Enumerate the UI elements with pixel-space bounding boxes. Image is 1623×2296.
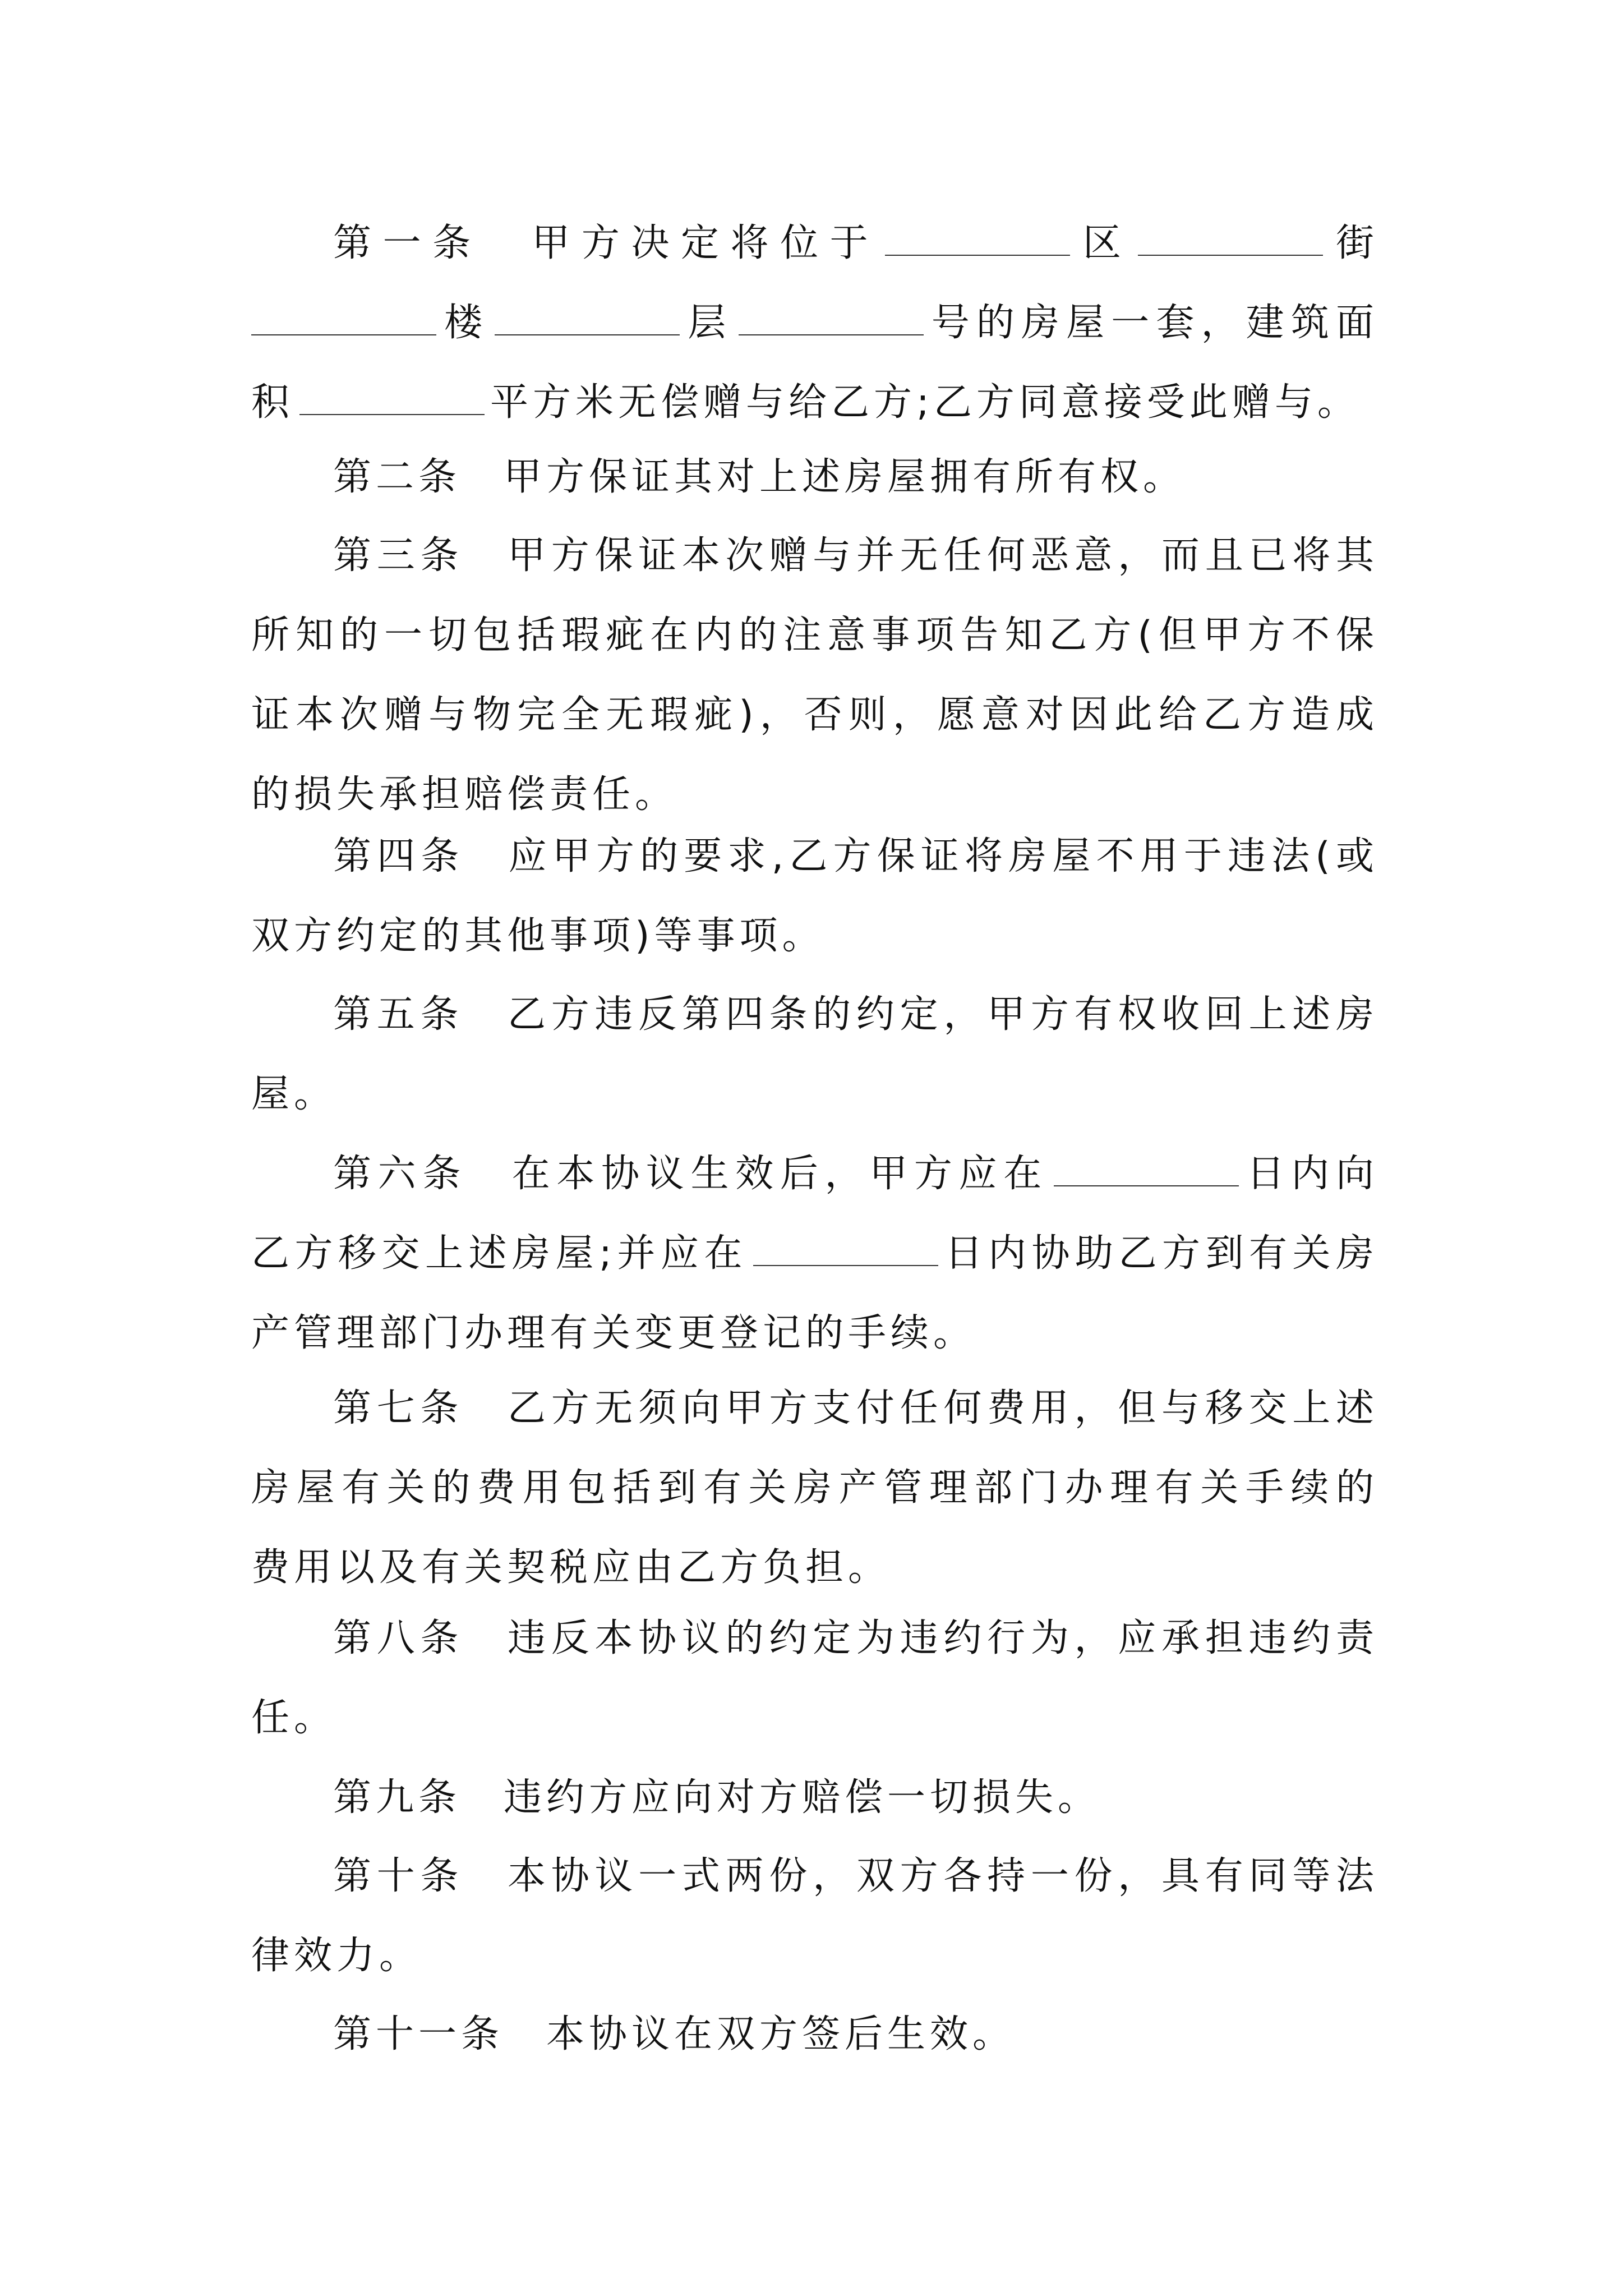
article-11-line-1: 第十一条 本协议在双方签后生效。 bbox=[333, 2012, 1016, 2056]
article-9-line-1: 第九条 违约方应向对方赔偿一切损失。 bbox=[333, 1775, 1101, 1820]
text-segment: 积 bbox=[251, 380, 294, 425]
article-1-line-3 bbox=[251, 363, 1378, 443]
fill-blank-floor bbox=[495, 301, 680, 335]
article-5-line-1: 第五条 乙方违反第四条的约定，甲方有权收回上述房 bbox=[333, 992, 1378, 1037]
text-segment: 第一条 甲方决定将位于 bbox=[333, 221, 880, 265]
fill-blank-building bbox=[251, 301, 436, 335]
fill-blank-number bbox=[739, 301, 924, 335]
article-8-line-2: 任。 bbox=[251, 1696, 337, 1740]
article-8-line-1: 第八条 违反本协议的约定为违约行为，应承担违约责 bbox=[333, 1616, 1378, 1660]
article-3-line-1: 第三条 甲方保证本次赠与并无任何恶意，而且已将其 bbox=[333, 533, 1378, 578]
fill-blank-street bbox=[1138, 221, 1323, 256]
article-1 bbox=[251, 204, 1378, 443]
article-1-line-2 bbox=[251, 283, 1378, 363]
text-segment: 楼 bbox=[442, 301, 490, 345]
article-7-line-3: 费用以及有关契税应由乙方负担。 bbox=[251, 1545, 891, 1590]
article-3-line-4: 的损失承担赔偿责任。 bbox=[251, 772, 678, 817]
fill-blank-district bbox=[885, 221, 1070, 256]
text-segment: 区 bbox=[1076, 221, 1133, 265]
article-8 bbox=[251, 1599, 1378, 1758]
article-10-line-1: 第十条 本协议一式两份，双方各持一份，具有同等法 bbox=[333, 1854, 1378, 1898]
article-4-line-1: 第四条 应甲方的要求,乙方保证将房屋不用于违法(或 bbox=[333, 834, 1378, 878]
article-7-line-2: 房屋有关的费用包括到有关房产管理部门办理有关手续的 bbox=[251, 1466, 1378, 1510]
fill-blank-days-registration bbox=[753, 1231, 938, 1266]
text-segment: 号的房屋一套，建筑面 bbox=[929, 301, 1378, 345]
article-2-line-1: 第二条 甲方保证其对上述房屋拥有所有权。 bbox=[333, 455, 1186, 499]
text-segment: 层 bbox=[685, 301, 733, 345]
article-2 bbox=[251, 438, 1378, 517]
article-1-line-1 bbox=[251, 204, 1378, 283]
article-10 bbox=[251, 1837, 1378, 1996]
article-3-line-2: 所知的一切包括瑕疵在内的注意事项告知乙方(但甲方不保 bbox=[251, 613, 1378, 657]
article-3-line-3: 证本次赠与物完全无瑕疵)，否则，愿意对因此给乙方造成 bbox=[251, 693, 1378, 737]
article-5-line-2: 屋。 bbox=[251, 1072, 337, 1116]
article-7-line-1: 第七条 乙方无须向甲方支付任何费用，但与移交上述 bbox=[333, 1386, 1378, 1430]
article-10-line-2: 律效力。 bbox=[251, 1934, 422, 1978]
fill-blank-area bbox=[299, 380, 485, 415]
text-segment: 乙方移交上述房屋;并应在 bbox=[251, 1231, 748, 1276]
text-segment: 平方米无偿赠与给乙方;乙方同意接受此赠与。 bbox=[490, 380, 1360, 425]
article-6-line-1 bbox=[251, 1134, 1378, 1214]
article-3 bbox=[251, 516, 1378, 835]
article-6 bbox=[251, 1134, 1378, 1373]
article-7 bbox=[251, 1369, 1378, 1608]
text-segment: 街 bbox=[1329, 221, 1378, 265]
text-segment: 第六条 在本协议生效后，甲方应在 bbox=[333, 1152, 1048, 1196]
article-11 bbox=[251, 1995, 1378, 2074]
article-5 bbox=[251, 975, 1378, 1134]
fill-blank-days-handover bbox=[1054, 1152, 1239, 1186]
article-6-line-2 bbox=[251, 1214, 1378, 1294]
article-4-line-2: 双方约定的其他事项)等事项。 bbox=[251, 914, 825, 958]
article-9 bbox=[251, 1758, 1378, 1838]
text-segment: 日内协助乙方到有关房 bbox=[943, 1231, 1378, 1276]
article-4 bbox=[251, 817, 1378, 976]
text-segment: 日内向 bbox=[1244, 1152, 1378, 1196]
article-6-line-3: 产管理部门办理有关变更登记的手续。 bbox=[251, 1311, 976, 1355]
